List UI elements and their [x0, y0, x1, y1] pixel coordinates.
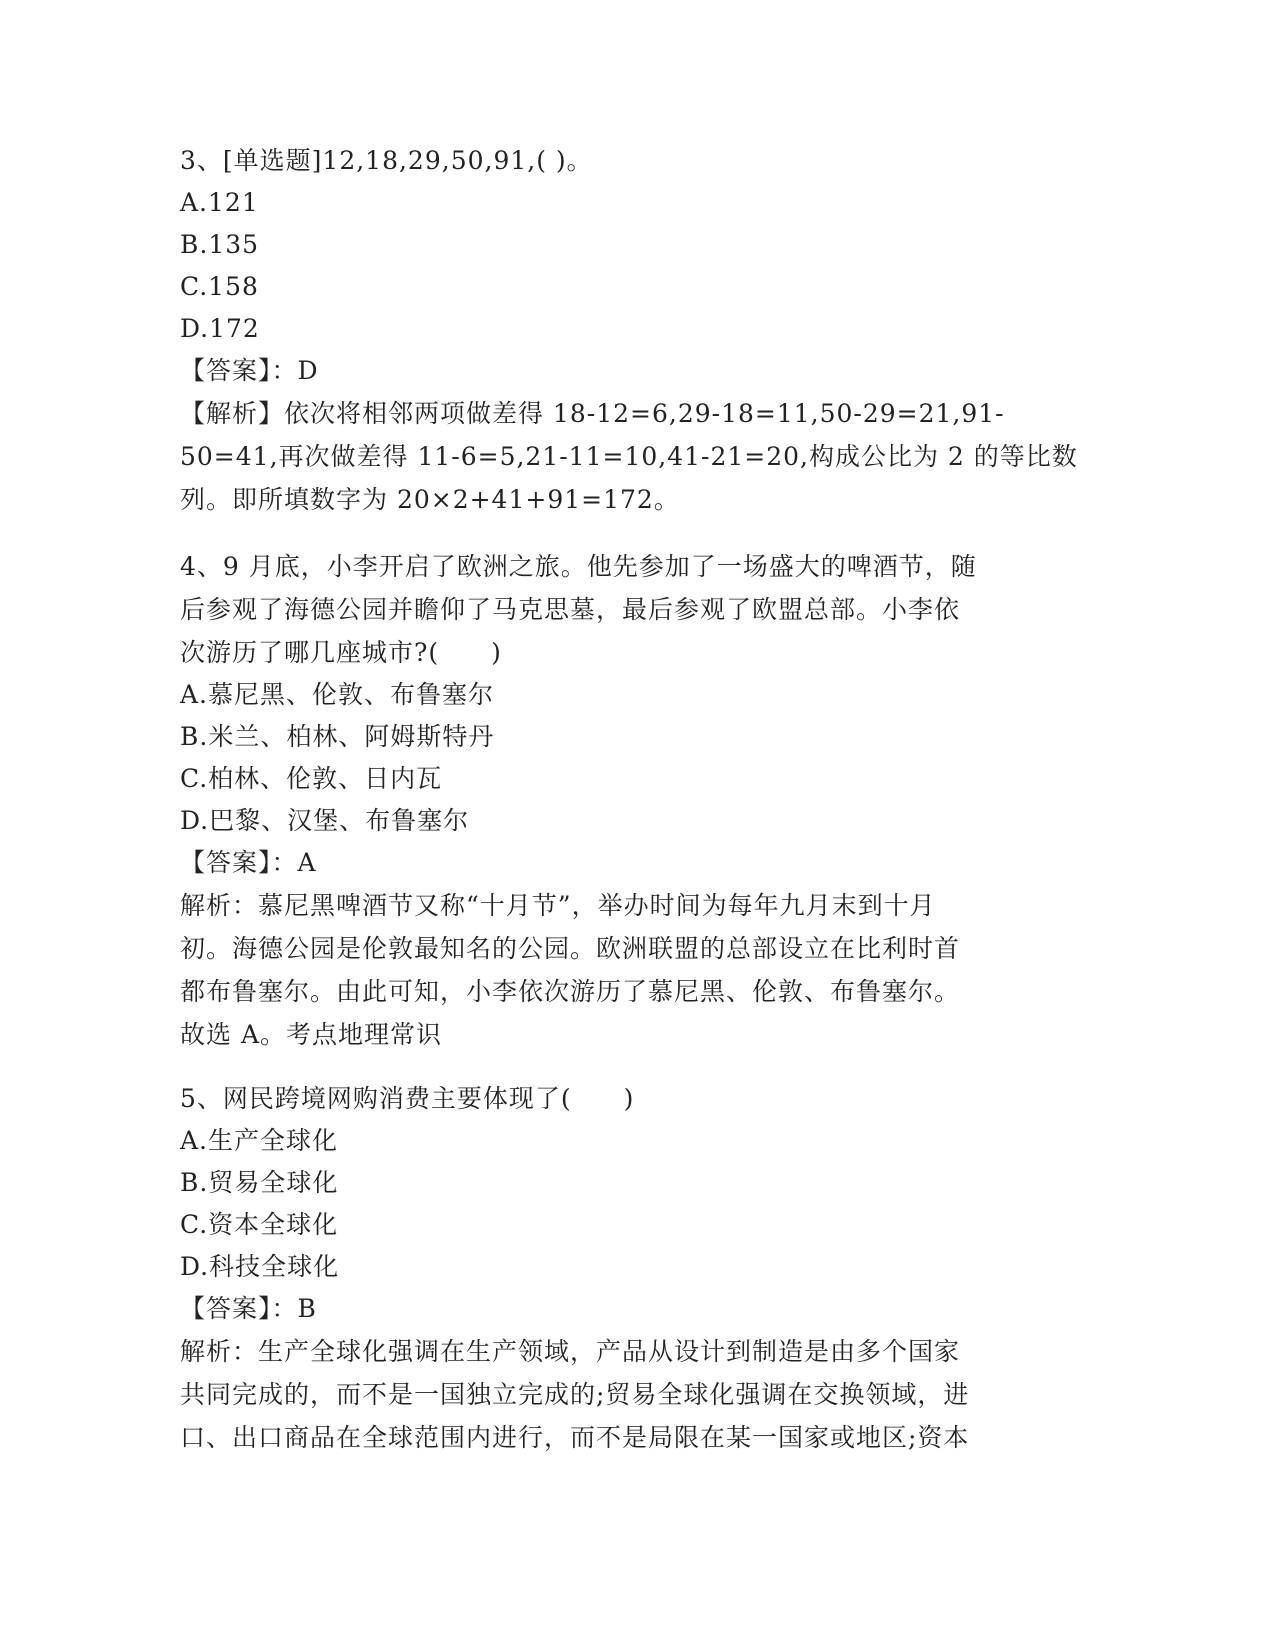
- analysis-line: 共同完成的，而不是一国独立完成的;贸易全球化强调在交换领域，进: [180, 1380, 970, 1409]
- answer: 【答案】：D: [180, 356, 319, 385]
- question-stem: 3、[单选题]12,18,29,50,91,( )。: [180, 146, 593, 175]
- option-a: A.慕尼黑、伦敦、布鲁塞尔: [180, 680, 495, 709]
- question-5: [180, 1078, 1080, 1459]
- option-a: A.生产全球化: [180, 1126, 339, 1155]
- analysis-line: 50=41,再次做差得 11-6=5,21-11=10,41-21=20,构成公比为 2 的等比数: [180, 442, 1078, 471]
- option-c: C.资本全球化: [180, 1210, 339, 1239]
- analysis-line: 初。海德公园是伦敦最知名的公园。欧洲联盟的总部设立在比利时首: [180, 934, 961, 963]
- option-c: C.158: [180, 272, 259, 301]
- question-stem: [180, 545, 1050, 674]
- option-b: B.米兰、柏林、阿姆斯特丹: [180, 722, 495, 751]
- analysis: [180, 1330, 1050, 1459]
- analysis-line: 解析：生产全球化强调在生产领域，产品从设计到制造是由多个国家: [180, 1337, 961, 1366]
- question-4: [180, 545, 1080, 1056]
- option-b: B.贸易全球化: [180, 1168, 339, 1197]
- analysis-line: 列。即所填数字为 20×2+41+91=172。: [180, 485, 680, 514]
- option-a: A.121: [180, 188, 259, 217]
- option-d: D.172: [180, 314, 260, 343]
- option-d: D.科技全球化: [180, 1252, 340, 1281]
- answer: 【答案】：A: [180, 848, 317, 877]
- document-page: [180, 140, 1080, 1481]
- analysis-line: 解析：慕尼黑啤酒节又称“十月节”，举办时间为每年九月末到十月: [180, 891, 936, 920]
- question-stem: 5、网民跨境网购消费主要体现了( ): [180, 1084, 635, 1113]
- analysis-line: 口、出口商品在全球范围内进行，而不是局限在某一国家或地区;资本: [180, 1423, 970, 1452]
- stem-line: 后参观了海德公园并瞻仰了马克思墓，最后参观了欧盟总部。小李依: [180, 595, 961, 624]
- option-c: C.柏林、伦敦、日内瓦: [180, 764, 443, 793]
- analysis-line: 故选 A。考点地理常识: [180, 1020, 443, 1049]
- option-b: B.135: [180, 230, 260, 259]
- stem-line: 次游历了哪几座城市?( ): [180, 638, 502, 667]
- answer: 【答案】：B: [180, 1294, 317, 1323]
- analysis: [180, 392, 1078, 521]
- analysis-line: 都布鲁塞尔。由此可知，小李依次游历了慕尼黑、伦敦、布鲁塞尔。: [180, 977, 961, 1006]
- option-d: D.巴黎、汉堡、布鲁塞尔: [180, 806, 470, 835]
- question-3: [180, 140, 1080, 521]
- analysis-line: 【解析】依次将相邻两项做差得 18-12=6,29-18=11,50-29=21,91-: [180, 399, 1005, 428]
- stem-line: 4、9 月底，小李开启了欧洲之旅。他先参加了一场盛大的啤酒节，随: [180, 552, 977, 581]
- analysis: [180, 884, 1050, 1056]
